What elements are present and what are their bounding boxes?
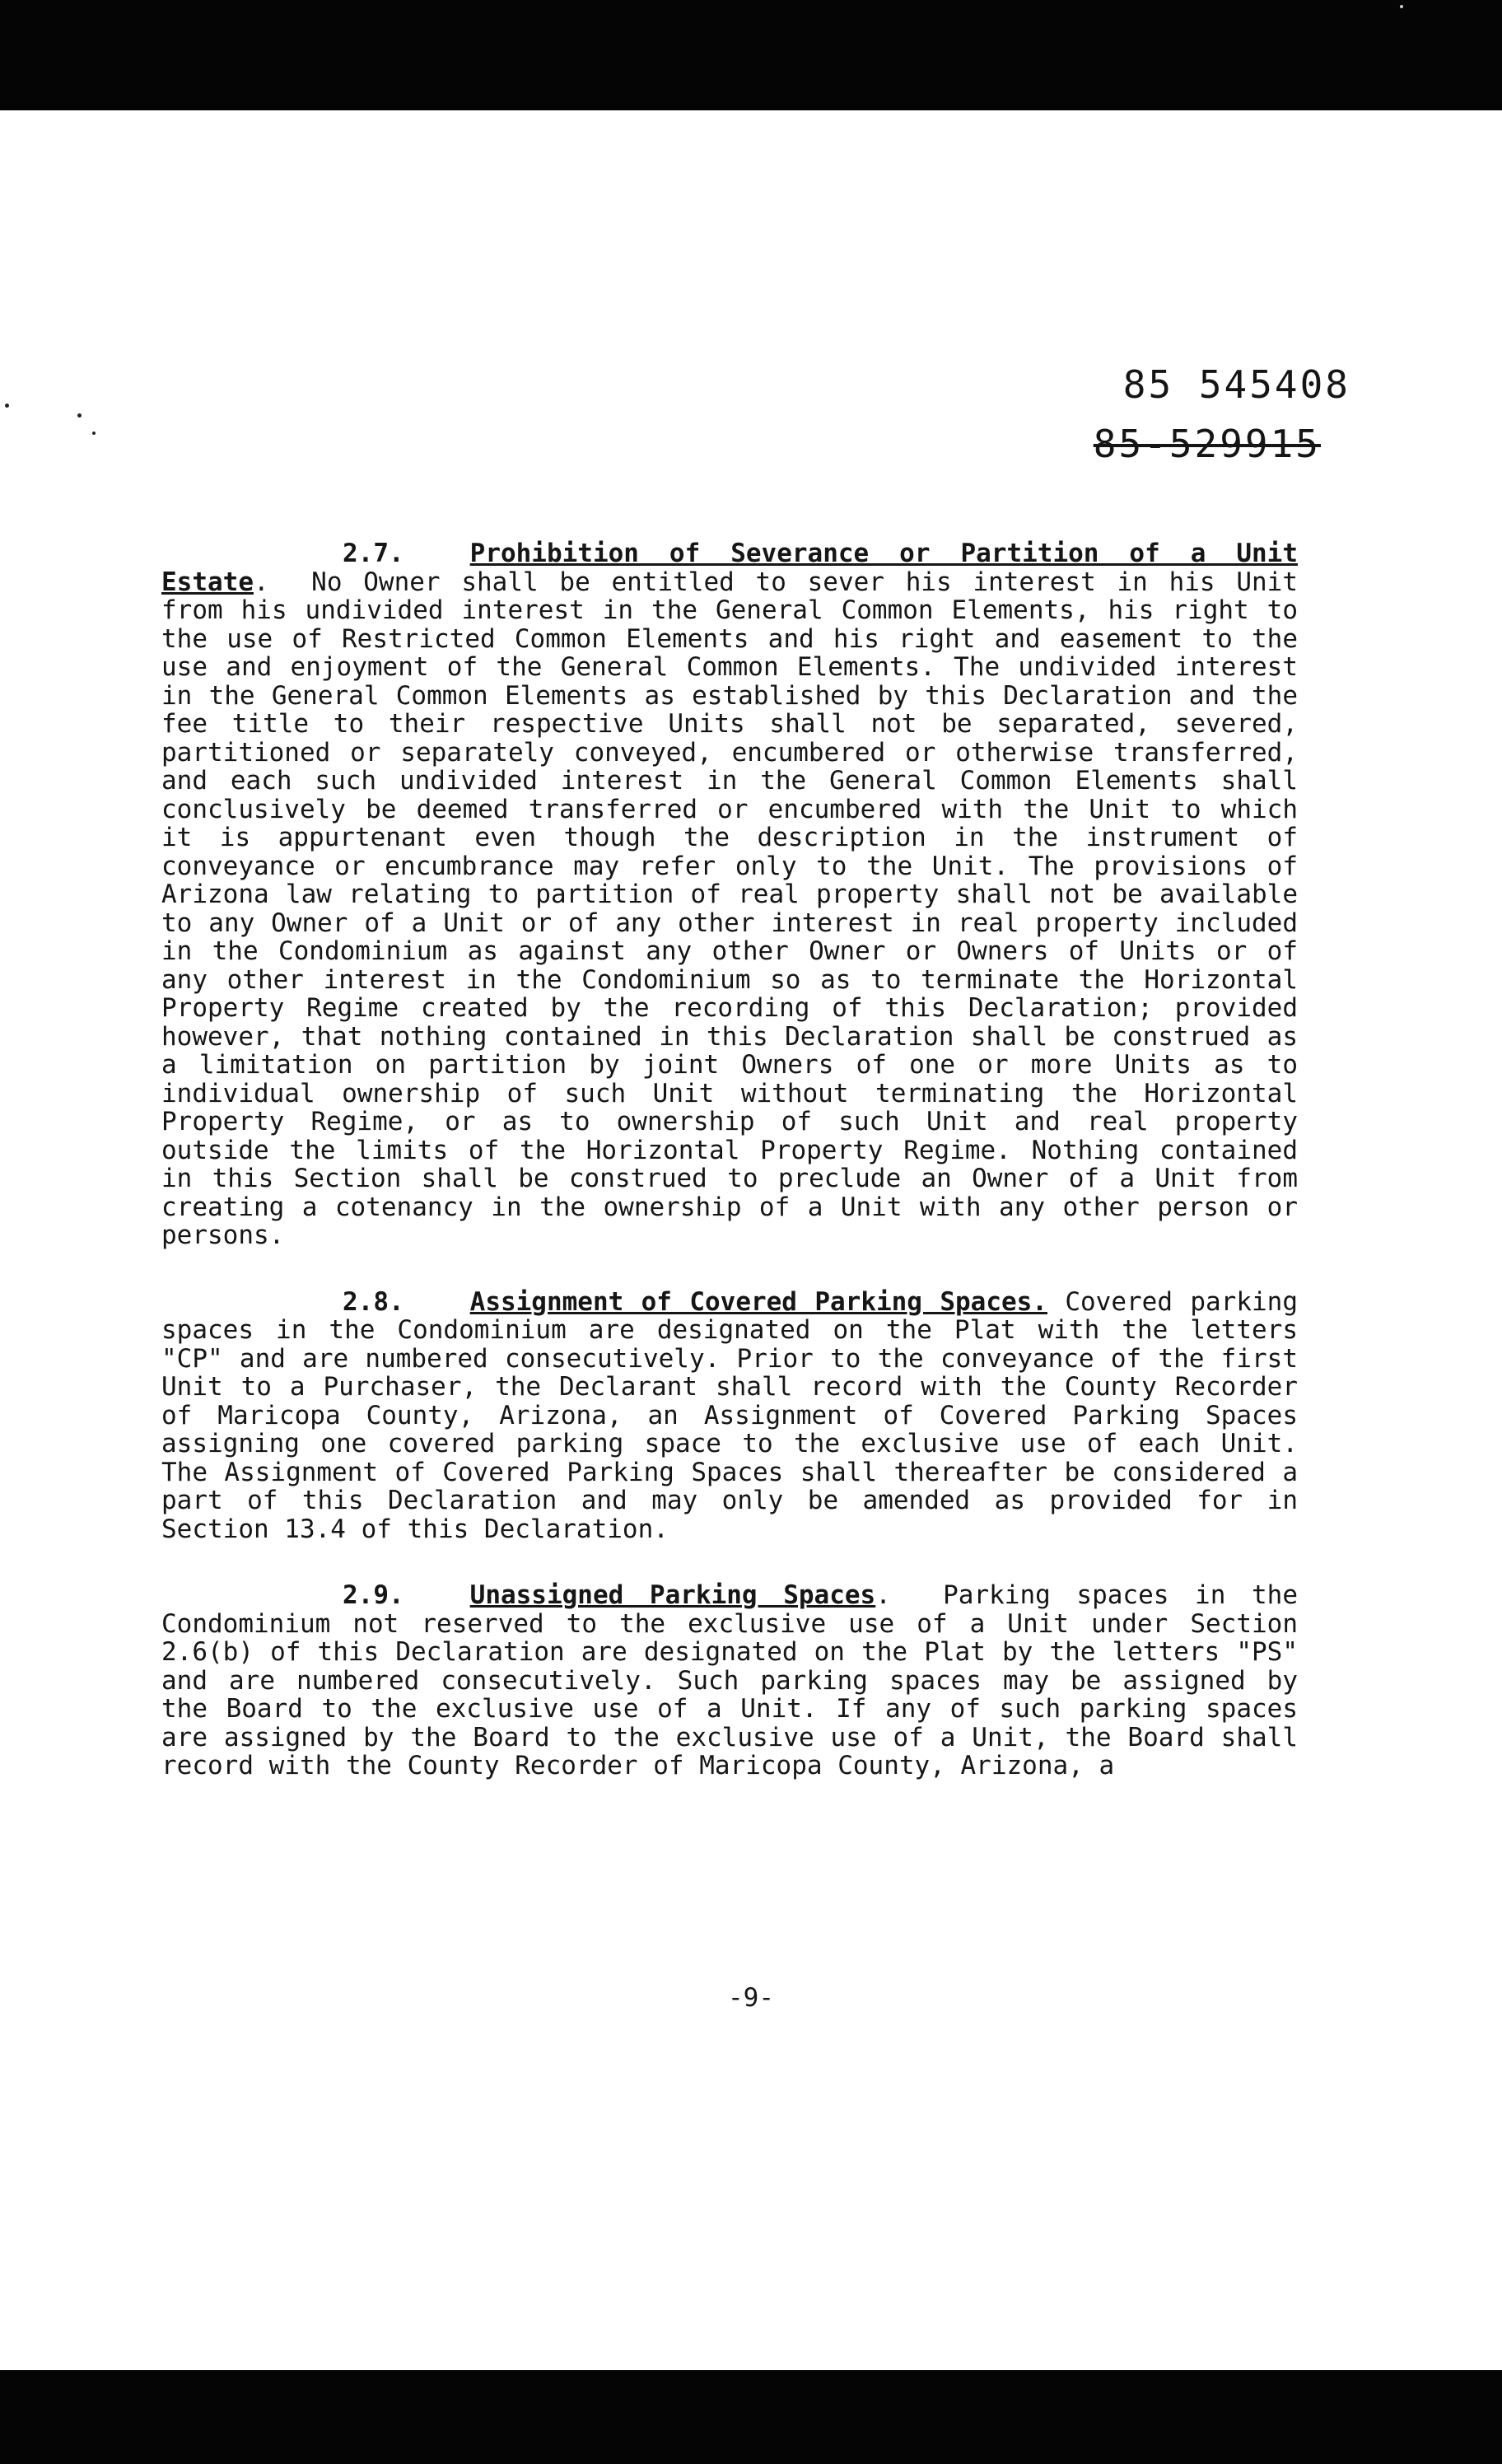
section-title: Unassigned Parking Spaces	[469, 1580, 876, 1610]
section-body: Parking spaces in the Condominium not reserved to the exclusive use of a Unit under Section 2.6(b) of this Declaration are designated on the Plat by the letters "PS" and are numbered consecutively. Such parking spaces may be assigned by the Board to the exclusive use of a Unit. If any of such parking spaces are assigned by the Board to the exclusive use of a Unit, the Board shall record with the County Recorder of Maricopa County, Arizona, a	[161, 1580, 1298, 1780]
scan-top-border	[0, 0, 1502, 110]
scan-bottom-border	[0, 2370, 1502, 2464]
section-2-9: 2.9. Unassigned Parking Spaces. Parking spaces in the Condominium not reserved to the exclusive use of a Unit under Section 2.6(b) of this Declaration are designated on the Plat by the letters "PS" and are numbered consecutively. Such parking spaces may be assigned by the Board to the exclusive use of a Unit. If any of such parking spaces are assigned by the Board to the exclusive use of a Unit, the Board shall record with the County Recorder of Maricopa County, Arizona, a	[161, 1580, 1298, 1780]
recording-number: 85 545408	[1122, 362, 1350, 407]
scan-speck	[92, 432, 96, 435]
section-body: Covered parking spaces in the Condominium are designated on the Plat with the letters "CP" and are numbered consecutively. Prior to the conveyance of the first Unit to a Purchaser, the Declarant shall record with the County Recorder of Maricopa County, Arizona, an Assignment of Covered Parking Spaces assigning one covered parking space to the exclusive use of each Unit. The Assignment of Covered Parking Spaces shall thereafter be considered a part of this Declaration and may only be amended as provided for in Section 13.4 of this Declaration.	[161, 1286, 1298, 1544]
section-body: No Owner shall be entitled to sever his interest in his Unit from his undivided interest in the General Common Elements, his right to the use of Restricted Common Elements and his right and easement to the use and enjoyment of the General Common Elements. The undivided interest in the General Common Elements as established by this Declaration and the fee title to their respective Units shall not be separated, severed, partitioned or separately conveyed, encumbered or otherwise transferred, and each such undivided interest in the General Common Elements shall conclusively be deemed transferred or encumbered with the Unit to which it is appurtenant even though the description in the instrument of conveyance or encumbrance may refer only to the Unit. The provisions of Arizona law relating to partition of real property shall not be available to any Owner of a Unit or of any other interest in real property included in the Condominium as against any other Owner or Owners of Units or of any other interest in the Condominium so as to terminate the Horizontal Property Regime created by the recording of this Declaration; provided however, that nothing contained in this Declaration shall be construed as a limitation on partition by joint Owners of one or more Units as to individual ownership of such Unit without terminating the Horizontal Property Regime, or as to ownership of such Unit and real property outside the limits of the Horizontal Property Regime. Nothing contained in this Section shall be construed to preclude an Owner of a Unit from creating a cotenancy in the ownership of a Unit with any other person or persons.	[161, 567, 1298, 1250]
scan-speck	[77, 413, 82, 418]
section-number: 2.9.	[343, 1580, 404, 1610]
section-title: Assignment of Covered Parking Spaces.	[469, 1286, 1047, 1317]
section-number: 2.7.	[343, 539, 404, 568]
section-number: 2.8.	[343, 1286, 404, 1317]
page-number: -9-	[728, 1983, 774, 2013]
struck-recording-number: 85-529915	[1093, 422, 1321, 466]
section-2-8	[161, 1288, 1298, 1544]
section-2-7: 2.7. Prohibition of Severance or Partition of a Unit Estate. No Owner shall be entitled to sever his interest in his Unit from his undivided interest in the General Common Elements, his right to the use of Restricted Common Elements and his right and easement to the use and enjoyment of the General Common Elements. The undivided interest in the General Common Elements as established by this Declaration and the fee title to their respective Units shall not be separated, severed, partitioned or separately conveyed, encumbered or otherwise transferred, and each such undivided interest in the General Common Elements shall conclusively be deemed transferred or encumbered with the Unit to which it is appurtenant even though the description in the instrument of conveyance or encumbrance may refer only to the Unit. The provisions of Arizona law relating to partition of real property shall not be available to any Owner of a Unit or of any other interest in real property included in the Condominium as against any other Owner or Owners of Units or of any other interest in the Condominium so as to terminate the Horizontal Property Regime created by the recording of this Declaration; provided however, that nothing contained in this Declaration shall be construed as a limitation on partition by joint Owners of one or more Units as to individual ownership of such Unit without terminating the Horizontal Property Regime, or as to ownership of such Unit and real property outside the limits of the Horizontal Property Regime. Nothing contained in this Section shall be construed to preclude an Owner of a Unit from creating a cotenancy in the ownership of a Unit with any other person or persons.	[161, 539, 1298, 1250]
document-body	[161, 539, 1298, 1818]
section-title: Prohibition of Severance or Partition of a Unit Estate	[161, 539, 1298, 597]
scan-speck	[5, 404, 9, 408]
scan-speck	[1400, 5, 1403, 8]
